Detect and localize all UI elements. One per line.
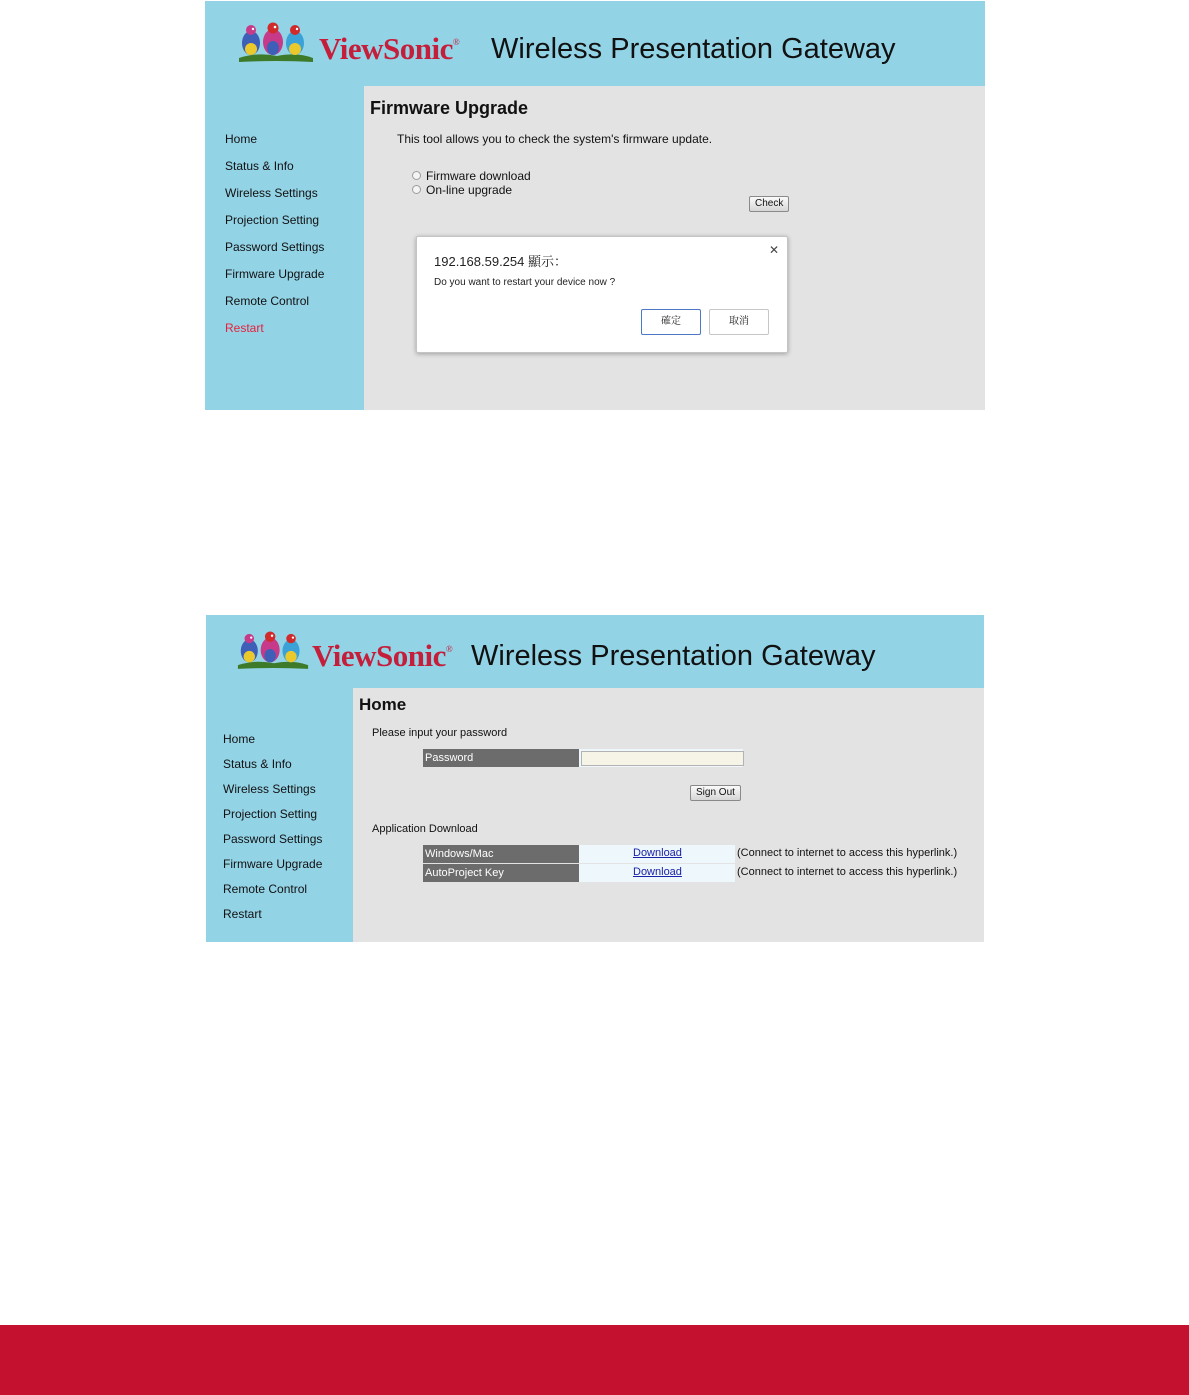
header-banner: [206, 615, 984, 688]
sidebar: [205, 86, 364, 410]
cancel-button[interactable]: 取消: [709, 309, 769, 335]
password-prompt: Please input your password: [372, 727, 508, 739]
sidebar-item-projection-setting[interactable]: Projection Setting: [223, 807, 318, 821]
firmware-download-radio[interactable]: [412, 171, 421, 180]
ok-button[interactable]: 確定: [641, 309, 701, 335]
sidebar-item-firmware-upgrade[interactable]: Firmware Upgrade: [223, 857, 323, 871]
autoproject-key-download-link[interactable]: Download: [633, 866, 682, 878]
firmware-download-label: Firmware download: [426, 169, 531, 183]
header-banner: [205, 1, 985, 86]
restart-confirm-dialog: [416, 236, 788, 353]
online-upgrade-label: On-line upgrade: [426, 183, 513, 197]
sidebar-item-home[interactable]: Home: [223, 732, 256, 746]
sidebar-item-status-info[interactable]: Status & Info: [223, 757, 292, 771]
close-icon[interactable]: ✕: [768, 243, 779, 257]
sidebar-item-remote-control[interactable]: Remote Control: [225, 294, 310, 308]
sidebar: [206, 688, 353, 942]
sidebar-item-projection-setting[interactable]: Projection Setting: [225, 213, 320, 227]
dialog-title: 192.168.59.254 顯示：: [434, 254, 567, 269]
page-title: Home: [359, 695, 407, 714]
parrots-logo-icon: [236, 627, 310, 671]
download-row-name: Windows/Mac: [423, 845, 579, 863]
sidebar-item-wireless-settings[interactable]: Wireless Settings: [223, 782, 316, 796]
password-input[interactable]: [581, 751, 744, 766]
parrots-logo-icon: [237, 18, 315, 64]
download-note: (Connect to internet to access this hyperlink.): [737, 866, 958, 878]
password-label: Password: [423, 749, 579, 767]
page-title: Firmware Upgrade: [370, 98, 529, 118]
application-download-label: Application Download: [372, 823, 478, 835]
footer-bar: [0, 1325, 1189, 1395]
dialog-message: Do you want to restart your device now ?: [434, 277, 616, 288]
brand-name: ViewSonic®: [319, 31, 460, 66]
sign-out-button[interactable]: Sign Out: [690, 785, 741, 801]
sidebar-item-status-info[interactable]: Status & Info: [225, 159, 294, 173]
download-row-name: AutoProject Key: [423, 864, 579, 882]
sidebar-item-home[interactable]: Home: [225, 132, 258, 146]
sidebar-item-restart[interactable]: Restart: [223, 907, 262, 921]
home-screenshot: [206, 615, 984, 942]
brand-name: ViewSonic®: [312, 638, 453, 673]
download-note: (Connect to internet to access this hyperlink.): [737, 847, 958, 859]
product-name: Wireless Presentation Gateway: [471, 640, 876, 672]
sidebar-item-remote-control[interactable]: Remote Control: [223, 882, 308, 896]
product-name: Wireless Presentation Gateway: [491, 33, 896, 65]
sidebar-item-password-settings[interactable]: Password Settings: [225, 240, 325, 254]
sidebar-item-wireless-settings[interactable]: Wireless Settings: [225, 186, 318, 200]
firmware-upgrade-screenshot: [205, 1, 985, 410]
windows-mac-download-link[interactable]: Download: [633, 847, 682, 859]
sidebar-item-restart[interactable]: Restart: [225, 321, 264, 335]
online-upgrade-radio[interactable]: [412, 185, 421, 194]
sidebar-item-password-settings[interactable]: Password Settings: [223, 832, 323, 846]
check-button[interactable]: Check: [749, 196, 789, 212]
firmware-description: This tool allows you to check the system's firmware update.: [397, 132, 713, 146]
sidebar-item-firmware-upgrade[interactable]: Firmware Upgrade: [225, 267, 325, 281]
